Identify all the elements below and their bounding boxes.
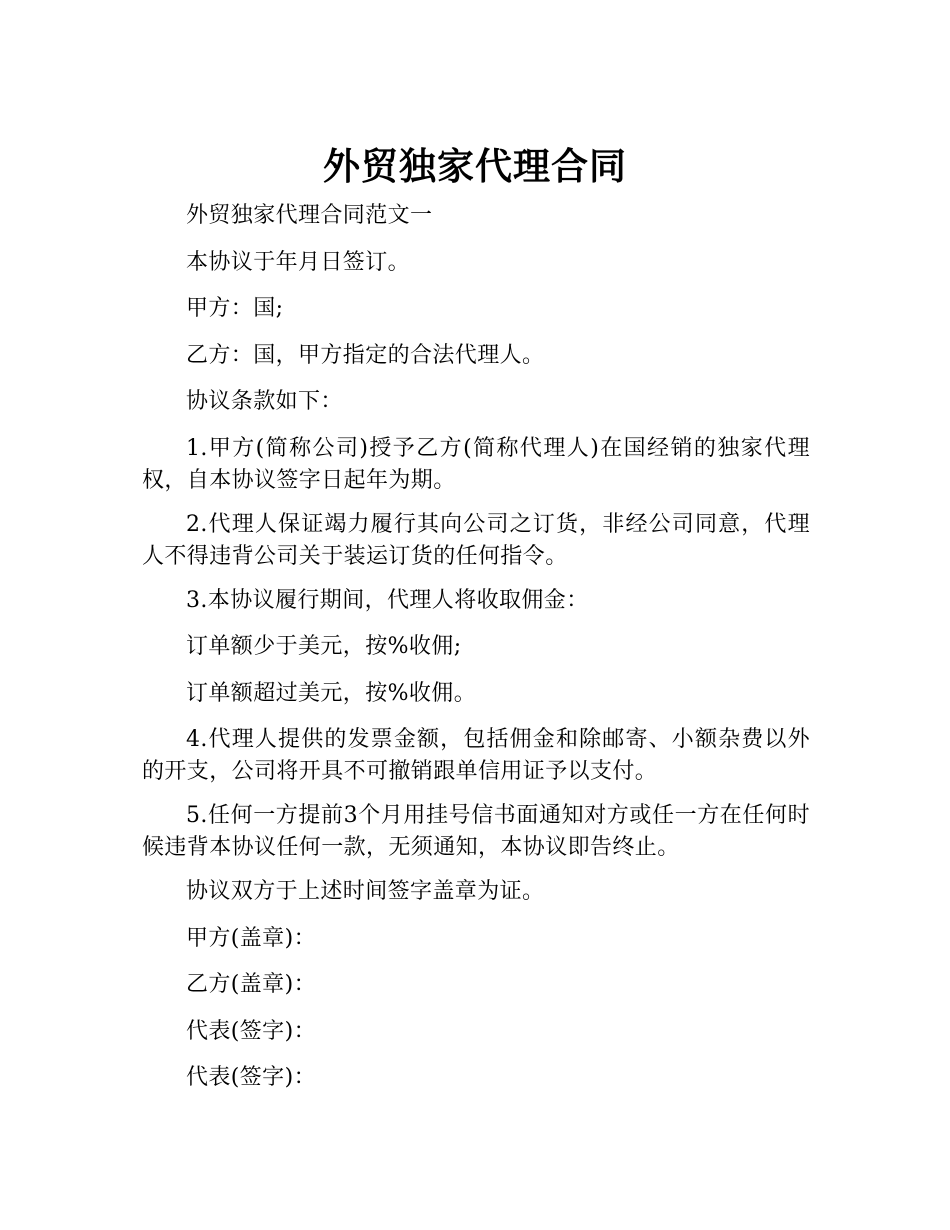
commission-above: 订单额超过美元，按%收佣。 — [186, 680, 477, 706]
paragraph-party-b: 乙方：国，甲方指定的合法代理人。 — [186, 342, 545, 368]
paragraph-party-a: 甲方：国; — [186, 296, 284, 321]
paragraph-terms-intro: 协议条款如下： — [186, 389, 343, 414]
signature-representative-1: 代表(签字)： — [186, 1018, 316, 1044]
signature-representative-2: 代表(签字)： — [186, 1065, 316, 1090]
clause-3: 3.本协议履行期间，代理人将收取佣金： — [186, 587, 589, 613]
signature-party-b-seal: 乙方(盖章)： — [186, 972, 316, 997]
clause-1: 1.甲方(简称公司)授予乙方(简称代理人)在国经销的独家代理权，自本协议签字日起年为期。 — [142, 435, 810, 493]
paragraph-subtitle: 外贸独家代理合同范文一 — [186, 203, 433, 228]
document-body — [142, 200, 810, 1109]
signature-party-a-seal: 甲方(盖章)： — [186, 925, 316, 951]
clause-4: 4.代理人提供的发票金额，包括佣金和除邮寄、小额杂费以外的开支，公司将开具不可撤销跟单信用证予以支付。 — [142, 727, 810, 784]
paragraph-date: 本协议于年月日签订。 — [186, 249, 411, 275]
paragraph-witness: 协议双方于上述时间签字盖章为证。 — [186, 879, 545, 904]
document-title: 外贸独家代理合同 — [323, 144, 627, 188]
clause-2: 2.代理人保证竭力履行其向公司之订货，非经公司同意，代理人不得违背公司关于装运订货的任何指令。 — [142, 511, 810, 569]
commission-below: 订单额少于美元，按%收佣; — [186, 634, 462, 659]
clause-5: 5.任何一方提前3个月用挂号信书面通知对方或任一方在任何时候违背本协议任何一款，无须通知，本协议即告终止。 — [142, 803, 810, 860]
